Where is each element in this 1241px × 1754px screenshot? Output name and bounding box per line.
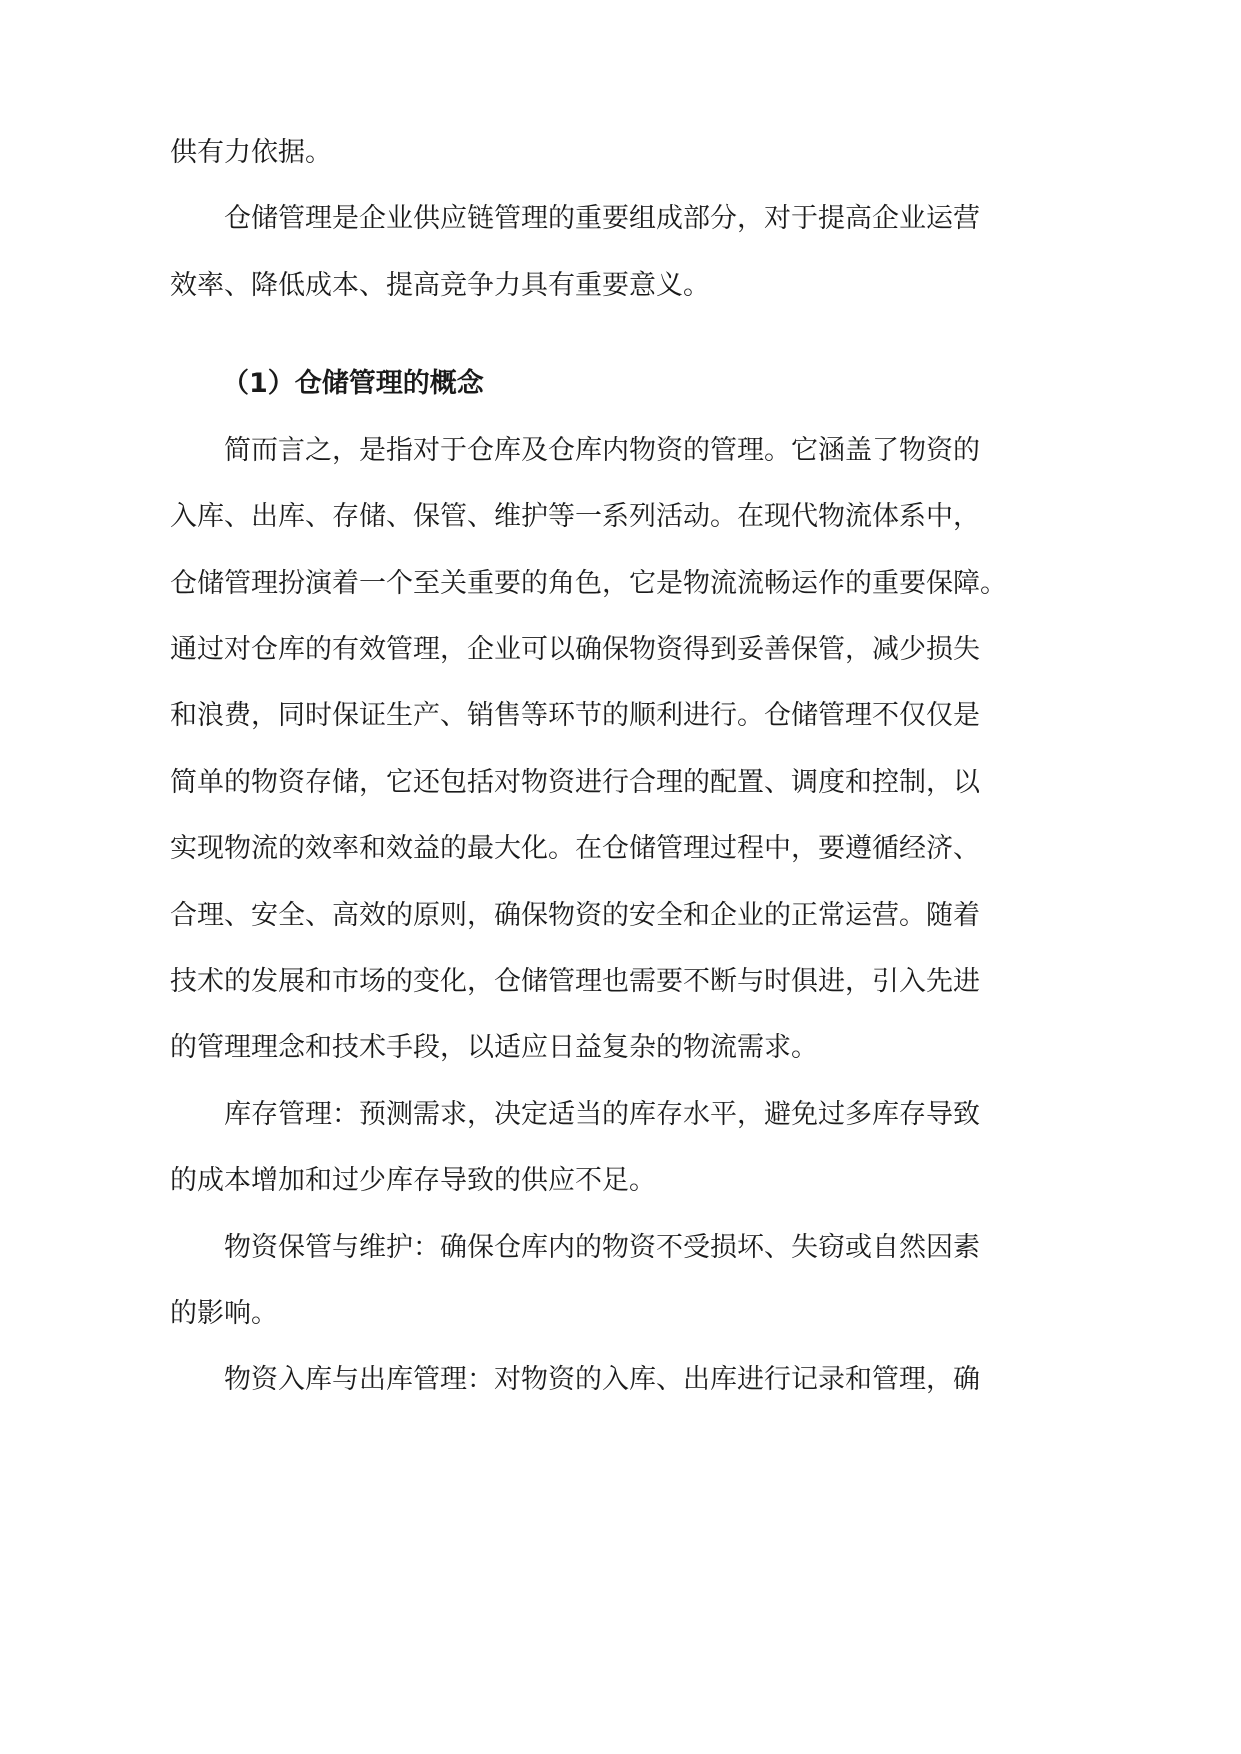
text-line: 物资保管与维护：确保仓库内的物资不受损坏、失窃或自然因素 (224, 1232, 980, 1263)
section-heading: （1）仓储管理的概念 (222, 368, 484, 399)
text-line: 仓储管理是企业供应链管理的重要组成部分，对于提高企业运营 (224, 203, 980, 234)
text-line: 合理、安全、高效的原则，确保物资的安全和企业的正常运营。随着 (170, 900, 980, 931)
text-line: 简而言之，是指对于仓库及仓库内物资的管理。它涵盖了物资的 (224, 435, 980, 466)
text-line: 入库、出库、存储、保管、维护等一系列活动。在现代物流体系中， (170, 501, 980, 532)
text-line: 简单的物资存储，它还包括对物资进行合理的配置、调度和控制，以 (170, 767, 980, 798)
text-line: 的影响。 (170, 1298, 278, 1329)
text-line: 供有力依据。 (170, 137, 332, 168)
text-line: 库存管理：预测需求，决定适当的库存水平，避免过多库存导致 (224, 1099, 980, 1130)
text-line: 的成本增加和过少库存导致的供应不足。 (170, 1165, 656, 1196)
text-line: 仓储管理扮演着一个至关重要的角色，它是物流流畅运作的重要保障。 (170, 568, 1007, 599)
text-line: 技术的发展和市场的变化，仓储管理也需要不断与时俱进，引入先进 (170, 966, 980, 997)
text-line: 和浪费，同时保证生产、销售等环节的顺利进行。仓储管理不仅仅是 (170, 700, 980, 731)
text-line: 实现物流的效率和效益的最大化。在仓储管理过程中，要遵循经济、 (170, 833, 980, 864)
text-line: 通过对仓库的有效管理，企业可以确保物资得到妥善保管，减少损失 (170, 634, 980, 665)
text-line: 物资入库与出库管理：对物资的入库、出库进行记录和管理，确 (224, 1364, 980, 1395)
text-line: 的管理理念和技术手段，以适应日益复杂的物流需求。 (170, 1032, 818, 1063)
text-line: 效率、降低成本、提高竞争力具有重要意义。 (170, 270, 710, 301)
